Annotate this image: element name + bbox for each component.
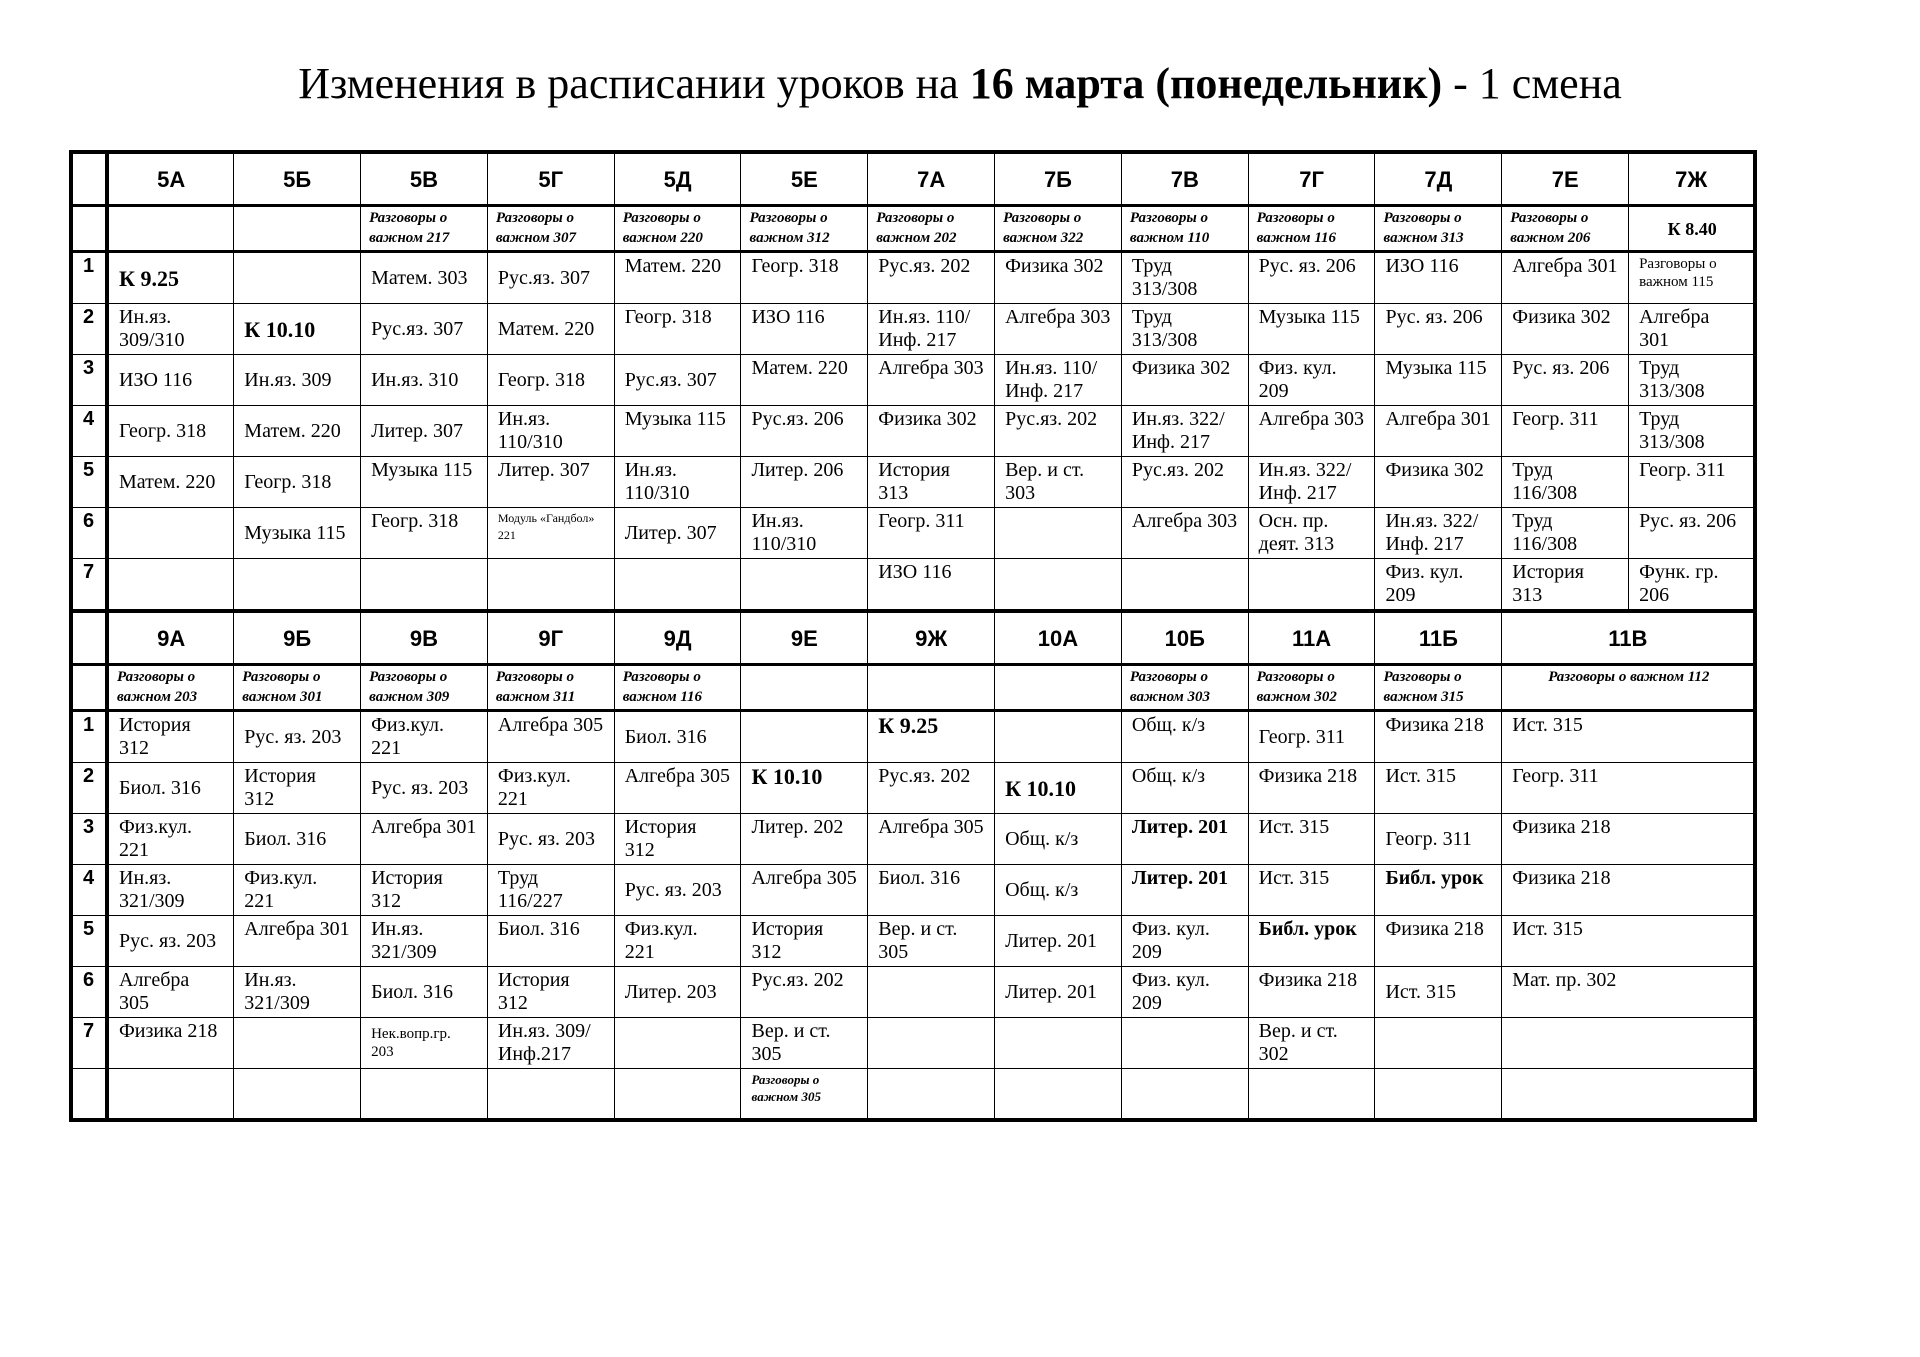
corner-cell — [71, 611, 107, 665]
lesson-number — [71, 206, 107, 252]
lesson-cell — [107, 1069, 234, 1121]
lesson-cell: Ин.яз. 321/309 — [361, 916, 488, 967]
class-header: 9Б — [234, 611, 361, 665]
lesson-cell: Рус. яз. 203 — [107, 916, 234, 967]
class-header: 7Д — [1375, 152, 1502, 206]
lesson-cell: Рус.яз. 307 — [614, 355, 741, 406]
lesson-cell — [1248, 559, 1375, 612]
lesson-cell: ИЗО 116 — [868, 559, 995, 612]
lesson-cell: Модуль «Гандбол» 221 — [487, 508, 614, 559]
conversations-cell — [107, 206, 234, 252]
conversations-cell: Разговоры о важном 312 — [741, 206, 868, 252]
lesson-cell — [107, 508, 234, 559]
lesson-cell: Ин.яз. 309 — [234, 355, 361, 406]
class-header: 5В — [361, 152, 488, 206]
lesson-cell: Физ.кул. 221 — [614, 916, 741, 967]
lesson-cell: Рус. яз. 203 — [361, 763, 488, 814]
lesson-cell: Ин.яз. 110/ Инф. 217 — [995, 355, 1122, 406]
lesson-cell: Рус.яз. 202 — [868, 252, 995, 304]
conversations-row-1 — [71, 206, 1755, 252]
lesson-cell: Литер. 203 — [614, 967, 741, 1018]
conversations-cell: Разговоры о важном 303 — [1121, 665, 1248, 711]
conversations-cell — [234, 206, 361, 252]
lesson-cell: Рус.яз. 202 — [995, 406, 1122, 457]
lesson-cell: Алгебра 301 — [234, 916, 361, 967]
lesson-cell: Алгебра 303 — [995, 304, 1122, 355]
lesson-cell: Ист. 315 — [1375, 967, 1502, 1018]
conversations-cell: Разговоры о важном 203 — [107, 665, 234, 711]
lesson-cell: ИЗО 116 — [1375, 252, 1502, 304]
lesson-row — [71, 967, 1755, 1018]
lesson-cell: Литер. 201 — [1121, 814, 1248, 865]
lesson-cell: Алгебра 305 — [868, 814, 995, 865]
class-header: 7Е — [1502, 152, 1629, 206]
lesson-cell: Биол. 316 — [234, 814, 361, 865]
lesson-cell: Рус.яз. 206 — [741, 406, 868, 457]
class-header: 7Б — [995, 152, 1122, 206]
lesson-cell: Ист. 315 — [1248, 865, 1375, 916]
lesson-cell: Физика 218 — [1248, 763, 1375, 814]
conversations-cell — [868, 665, 995, 711]
lesson-number: 7 — [71, 1018, 107, 1069]
conversations-cell: Разговоры о важном 112 — [1502, 665, 1756, 711]
lesson-cell: Труд 116/227 — [487, 865, 614, 916]
lesson-cell: Рус. яз. 203 — [234, 711, 361, 763]
lesson-row — [71, 814, 1755, 865]
lesson-cell: Физика 302 — [1375, 457, 1502, 508]
lesson-cell: Алгебра 305 — [107, 967, 234, 1018]
lesson-cell: К 9.25 — [868, 711, 995, 763]
lesson-cell: Геогр. 318 — [614, 304, 741, 355]
lesson-cell: Алгебра 305 — [487, 711, 614, 763]
lesson-row — [71, 1069, 1755, 1121]
lesson-cell: Рус. яз. 206 — [1502, 355, 1629, 406]
lesson-cell: Ин.яз. 321/309 — [234, 967, 361, 1018]
lesson-cell: Труд 313/308 — [1121, 304, 1248, 355]
class-header: 11А — [1248, 611, 1375, 665]
lesson-cell: Рус. яз. 206 — [1375, 304, 1502, 355]
class-header: 7В — [1121, 152, 1248, 206]
lesson-cell: Ист. 315 — [1375, 763, 1502, 814]
lesson-cell: Геогр. 311 — [1629, 457, 1756, 508]
lesson-cell: Ин.яз. 321/309 — [107, 865, 234, 916]
lesson-cell: ИЗО 116 — [107, 355, 234, 406]
lesson-cell — [614, 1069, 741, 1121]
lesson-cell: Литер. 307 — [361, 406, 488, 457]
lesson-row — [71, 406, 1755, 457]
lesson-cell: Библ. урок — [1248, 916, 1375, 967]
lesson-cell — [1121, 559, 1248, 612]
lesson-row — [71, 916, 1755, 967]
lesson-cell: Труд 313/308 — [1629, 406, 1756, 457]
lesson-cell: Вер. и ст. 302 — [1248, 1018, 1375, 1069]
lesson-cell: История 312 — [361, 865, 488, 916]
lesson-number — [71, 1069, 107, 1121]
lesson-cell: Рус.яз. 202 — [1121, 457, 1248, 508]
lesson-cell: Геогр. 318 — [741, 252, 868, 304]
corner-cell — [71, 152, 107, 206]
lesson-cell: Физ.кул. 221 — [234, 865, 361, 916]
lesson-cell: Общ. к/з — [1121, 711, 1248, 763]
lesson-cell: Ин.яз. 322/ Инф. 217 — [1121, 406, 1248, 457]
lesson-cell: Геогр. 311 — [1375, 814, 1502, 865]
lesson-cell: Ин.яз. 110/310 — [614, 457, 741, 508]
lesson-number — [71, 665, 107, 711]
lesson-cell — [995, 508, 1122, 559]
lesson-cell — [234, 559, 361, 612]
conversations-cell: Разговоры о важном 206 — [1502, 206, 1629, 252]
lesson-number: 4 — [71, 865, 107, 916]
lesson-cell: Геогр. 318 — [107, 406, 234, 457]
lesson-cell — [1375, 1018, 1502, 1069]
lesson-cell: Рус. яз. 203 — [614, 865, 741, 916]
lesson-cell: Физика 218 — [1248, 967, 1375, 1018]
lesson-cell: Труд 313/308 — [1629, 355, 1756, 406]
lesson-cell — [995, 1018, 1122, 1069]
lesson-cell: Физ. кул. 209 — [1121, 916, 1248, 967]
lesson-cell: ИЗО 116 — [741, 304, 868, 355]
lesson-row — [71, 559, 1755, 612]
page-title: Изменения в расписании уроков на 16 марта (понедельник) - 1 смена — [298, 59, 1622, 108]
lesson-cell — [1248, 1069, 1375, 1121]
lesson-cell: Алгебра 303 — [1121, 508, 1248, 559]
lesson-cell: Геогр. 318 — [487, 355, 614, 406]
lesson-cell: Физ.кул. 221 — [361, 711, 488, 763]
lesson-cell: Разговоры о важном 115 — [1629, 252, 1756, 304]
lesson-cell — [487, 559, 614, 612]
lesson-cell: Алгебра 305 — [741, 865, 868, 916]
lesson-cell: К 10.10 — [741, 763, 868, 814]
class-header: 5Е — [741, 152, 868, 206]
class-header: 10А — [995, 611, 1122, 665]
lesson-cell: Физика 218 — [107, 1018, 234, 1069]
lesson-number: 6 — [71, 967, 107, 1018]
lesson-cell — [361, 1069, 488, 1121]
lesson-cell: Геогр. 318 — [361, 508, 488, 559]
lesson-cell: Вер. и ст. 305 — [741, 1018, 868, 1069]
lesson-cell: Физика 302 — [1502, 304, 1629, 355]
lesson-cell: Литер. 206 — [741, 457, 868, 508]
lesson-cell: К 10.10 — [234, 304, 361, 355]
lesson-cell: Музыка 115 — [614, 406, 741, 457]
lesson-cell: Физика 218 — [1502, 865, 1756, 916]
lesson-cell: Литер. 307 — [614, 508, 741, 559]
lesson-number: 3 — [71, 355, 107, 406]
lesson-cell: Геогр. 311 — [1248, 711, 1375, 763]
class-header: 9Д — [614, 611, 741, 665]
class-header: 5Г — [487, 152, 614, 206]
lesson-number: 2 — [71, 763, 107, 814]
class-header: 11В — [1502, 611, 1756, 665]
class-header: 9В — [361, 611, 488, 665]
lesson-cell: Музыка 115 — [1248, 304, 1375, 355]
lesson-cell — [614, 1018, 741, 1069]
conversations-cell: Разговоры о важном 315 — [1375, 665, 1502, 711]
lesson-number: 1 — [71, 252, 107, 304]
schedule-table — [69, 150, 1757, 1122]
lesson-number: 5 — [71, 916, 107, 967]
lesson-cell: История 312 — [741, 916, 868, 967]
lesson-cell: Труд 313/308 — [1121, 252, 1248, 304]
lesson-cell — [995, 1069, 1122, 1121]
lesson-cell — [487, 1069, 614, 1121]
conversations-cell: Разговоры о важном 311 — [487, 665, 614, 711]
conversations-cell: Разговоры о важном 322 — [995, 206, 1122, 252]
lesson-cell: Труд 116/308 — [1502, 508, 1629, 559]
lesson-cell — [868, 967, 995, 1018]
lesson-cell: Ин.яз. 322/ Инф. 217 — [1248, 457, 1375, 508]
class-header: 7Ж — [1629, 152, 1756, 206]
conversations-cell: Разговоры о важном 301 — [234, 665, 361, 711]
lesson-cell: Физ. кул. 209 — [1248, 355, 1375, 406]
lesson-cell: Рус.яз. 202 — [868, 763, 995, 814]
class-header: 9Ж — [868, 611, 995, 665]
lesson-row — [71, 1018, 1755, 1069]
lesson-cell: Ин.яз. 309/ Инф.217 — [487, 1018, 614, 1069]
lesson-row — [71, 508, 1755, 559]
lesson-cell — [741, 711, 868, 763]
lesson-cell: Геогр. 311 — [868, 508, 995, 559]
lesson-row — [71, 355, 1755, 406]
lesson-cell: Библ. урок — [1375, 865, 1502, 916]
class-header: 5Б — [234, 152, 361, 206]
lesson-cell: Литер. 202 — [741, 814, 868, 865]
conversations-cell: Разговоры о важном 116 — [1248, 206, 1375, 252]
lesson-cell: Музыка 115 — [361, 457, 488, 508]
lesson-cell: Матем. 220 — [107, 457, 234, 508]
lesson-cell: Нек.вопр.гр. 203 — [361, 1018, 488, 1069]
lesson-cell: Геогр. 311 — [1502, 406, 1629, 457]
lesson-cell: Ин.яз. 309/310 — [107, 304, 234, 355]
lesson-row — [71, 865, 1755, 916]
conversations-cell — [741, 665, 868, 711]
conversations-cell — [995, 665, 1122, 711]
class-header-row-1 — [71, 152, 1755, 206]
conversations-row-2 — [71, 665, 1755, 711]
class-header: 5А — [107, 152, 234, 206]
lesson-number: 5 — [71, 457, 107, 508]
lesson-number: 7 — [71, 559, 107, 612]
lesson-cell — [741, 559, 868, 612]
lesson-row — [71, 304, 1755, 355]
conversations-cell: Разговоры о важном 202 — [868, 206, 995, 252]
class-header: 11Б — [1375, 611, 1502, 665]
lesson-cell: Биол. 316 — [487, 916, 614, 967]
lesson-cell: Ин.яз. 110/ Инф. 217 — [868, 304, 995, 355]
lesson-cell: Ист. 315 — [1248, 814, 1375, 865]
lesson-cell: Матем. 303 — [361, 252, 488, 304]
lesson-number: 6 — [71, 508, 107, 559]
conversations-cell: К 8.40 — [1629, 206, 1756, 252]
lesson-cell: Рус. яз. 206 — [1629, 508, 1756, 559]
lesson-cell: Алгебра 301 — [1629, 304, 1756, 355]
lesson-cell: Алгебра 303 — [1248, 406, 1375, 457]
lesson-cell: Геогр. 318 — [234, 457, 361, 508]
lesson-cell: Ин.яз. 110/310 — [487, 406, 614, 457]
lesson-cell: Биол. 316 — [614, 711, 741, 763]
lesson-cell — [234, 252, 361, 304]
conversations-cell: Разговоры о важном 217 — [361, 206, 488, 252]
lesson-cell: Биол. 316 — [107, 763, 234, 814]
lesson-number: 3 — [71, 814, 107, 865]
lesson-cell: К 10.10 — [995, 763, 1122, 814]
conversations-cell: Разговоры о важном 116 — [614, 665, 741, 711]
class-header: 7А — [868, 152, 995, 206]
lesson-cell: Геогр. 311 — [1502, 763, 1756, 814]
lesson-cell: Вер. и ст. 303 — [995, 457, 1122, 508]
lesson-cell: Рус.яз. 307 — [361, 304, 488, 355]
lesson-cell: К 9.25 — [107, 252, 234, 304]
lesson-cell: Музыка 115 — [234, 508, 361, 559]
lesson-cell: Физика 218 — [1375, 711, 1502, 763]
lesson-cell: Алгебра 305 — [614, 763, 741, 814]
lesson-cell: Ист. 315 — [1502, 916, 1756, 967]
class-header: 9Г — [487, 611, 614, 665]
class-header: 9Е — [741, 611, 868, 665]
lesson-cell: Вер. и ст. 305 — [868, 916, 995, 967]
lesson-cell: Матем. 220 — [741, 355, 868, 406]
lesson-cell: Музыка 115 — [1375, 355, 1502, 406]
class-header: 5Д — [614, 152, 741, 206]
conversations-cell: Разговоры о важном 307 — [487, 206, 614, 252]
conversations-cell: Разговоры о важном 302 — [1248, 665, 1375, 711]
lesson-cell — [1121, 1069, 1248, 1121]
lesson-cell: Матем. 220 — [614, 252, 741, 304]
lesson-row — [71, 763, 1755, 814]
lesson-cell — [234, 1069, 361, 1121]
class-header: 7Г — [1248, 152, 1375, 206]
lesson-cell — [614, 559, 741, 612]
conversations-cell: Разговоры о важном 110 — [1121, 206, 1248, 252]
lesson-cell: Ин.яз. 322/ Инф. 217 — [1375, 508, 1502, 559]
lesson-number: 4 — [71, 406, 107, 457]
lesson-cell: Биол. 316 — [361, 967, 488, 1018]
lesson-cell: Общ. к/з — [995, 865, 1122, 916]
lesson-cell: Литер. 201 — [1121, 865, 1248, 916]
lesson-cell — [1502, 1069, 1756, 1121]
conversations-cell: Разговоры о важном 309 — [361, 665, 488, 711]
lesson-cell: Функ. гр. 206 — [1629, 559, 1756, 612]
lesson-cell — [1502, 1018, 1756, 1069]
lesson-cell: Общ. к/з — [1121, 763, 1248, 814]
lesson-row — [71, 252, 1755, 304]
lesson-cell — [107, 559, 234, 612]
lesson-cell: Матем. 220 — [234, 406, 361, 457]
lesson-cell: История 312 — [614, 814, 741, 865]
lesson-cell — [361, 559, 488, 612]
lesson-cell: Осн. пр. деят. 313 — [1248, 508, 1375, 559]
lesson-number: 1 — [71, 711, 107, 763]
lesson-cell: Рус. яз. 203 — [487, 814, 614, 865]
conversations-cell: Разговоры о важном 313 — [1375, 206, 1502, 252]
conversations-cell: Разговоры о важном 220 — [614, 206, 741, 252]
lesson-cell: Литер. 201 — [995, 967, 1122, 1018]
lesson-cell — [1375, 1069, 1502, 1121]
lesson-row — [71, 457, 1755, 508]
lesson-cell: История 313 — [868, 457, 995, 508]
lesson-cell — [234, 1018, 361, 1069]
lesson-cell: Алгебра 303 — [868, 355, 995, 406]
lesson-cell: Физика 302 — [1121, 355, 1248, 406]
lesson-cell: История 312 — [234, 763, 361, 814]
lesson-cell: Ин.яз. 310 — [361, 355, 488, 406]
lesson-cell: Литер. 307 — [487, 457, 614, 508]
lesson-cell: Алгебра 301 — [1375, 406, 1502, 457]
lesson-cell — [995, 711, 1122, 763]
lesson-cell: История 313 — [1502, 559, 1629, 612]
lesson-cell: Физика 302 — [868, 406, 995, 457]
lesson-cell: Ин.яз. 110/310 — [741, 508, 868, 559]
class-header: 9А — [107, 611, 234, 665]
lesson-cell: Матем. 220 — [487, 304, 614, 355]
lesson-cell: Мат. пр. 302 — [1502, 967, 1756, 1018]
lesson-cell: Литер. 201 — [995, 916, 1122, 967]
lesson-cell — [868, 1069, 995, 1121]
class-header-row-2 — [71, 611, 1755, 665]
lesson-row — [71, 711, 1755, 763]
lesson-cell — [868, 1018, 995, 1069]
lesson-number: 2 — [71, 304, 107, 355]
lesson-cell: Разговоры о важном 305 — [741, 1069, 868, 1121]
lesson-cell: Общ. к/з — [995, 814, 1122, 865]
lesson-cell: Физика 218 — [1375, 916, 1502, 967]
lesson-cell: Рус.яз. 202 — [741, 967, 868, 1018]
lesson-cell: Физ.кул. 221 — [107, 814, 234, 865]
lesson-cell: Физ. кул. 209 — [1121, 967, 1248, 1018]
lesson-cell: Физ. кул. 209 — [1375, 559, 1502, 612]
lesson-cell: Биол. 316 — [868, 865, 995, 916]
lesson-cell — [995, 559, 1122, 612]
class-header: 10Б — [1121, 611, 1248, 665]
lesson-cell: Труд 116/308 — [1502, 457, 1629, 508]
lesson-cell: История 312 — [487, 967, 614, 1018]
lesson-cell: Физика 302 — [995, 252, 1122, 304]
lesson-cell — [1121, 1018, 1248, 1069]
lesson-cell: Рус. яз. 206 — [1248, 252, 1375, 304]
lesson-cell: Алгебра 301 — [1502, 252, 1629, 304]
lesson-cell: Алгебра 301 — [361, 814, 488, 865]
lesson-cell: Физика 218 — [1502, 814, 1756, 865]
lesson-cell: История 312 — [107, 711, 234, 763]
lesson-cell: Физ.кул. 221 — [487, 763, 614, 814]
lesson-cell: Рус.яз. 307 — [487, 252, 614, 304]
lesson-cell: Ист. 315 — [1502, 711, 1756, 763]
